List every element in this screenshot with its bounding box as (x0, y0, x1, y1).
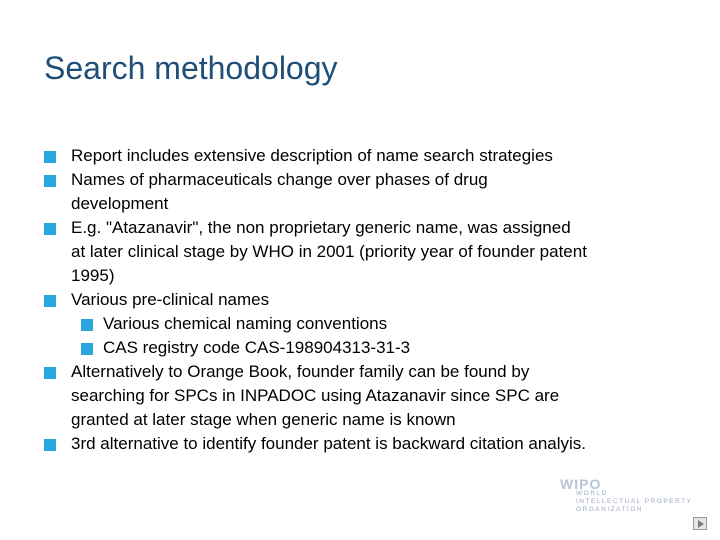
bullet-list (44, 144, 694, 456)
logo-line-ip: INTELLECTUAL PROPERTY (576, 498, 693, 505)
bullet-item (44, 288, 694, 312)
bullet-text-line: Names of pharmaceuticals change over phases of drug (71, 170, 488, 189)
sub-bullet-item (44, 336, 694, 360)
square-bullet-icon (44, 223, 56, 235)
sub-bullet-item (44, 312, 694, 336)
square-bullet-icon (81, 343, 93, 355)
square-bullet-icon (44, 439, 56, 451)
bullet-text-line: Various chemical naming conventions (103, 314, 388, 333)
bullet-text-line: 1995) (71, 266, 115, 285)
logo-line-world: WORLD (576, 490, 608, 497)
square-bullet-icon (44, 295, 56, 307)
bullet-text-line: Report includes extensive description of name search strategies (71, 146, 553, 165)
bullet-item (44, 432, 694, 456)
logo-wordmark: WIPO (560, 476, 602, 492)
wipo-logo (560, 476, 710, 516)
bullet-text-line: 3rd alternative to identify founder patent is backward citation analyis. (71, 434, 587, 453)
bullet-text-line: Various pre-clinical names (71, 290, 270, 309)
logo-line-org: ORGANIZATION (576, 506, 643, 513)
square-bullet-icon (81, 319, 93, 331)
slide-title: Search methodology (44, 50, 338, 86)
bullet-item (44, 144, 694, 168)
bullet-text-line: Alternatively to Orange Book, founder family can be found by (71, 362, 530, 381)
bullet-item (44, 360, 694, 432)
bullet-item (44, 168, 694, 216)
square-bullet-icon (44, 367, 56, 379)
bullet-text-line: development (71, 194, 169, 213)
bullet-text-line: at later clinical stage by WHO in 2001 (priority year of founder patent (71, 242, 587, 261)
square-bullet-icon (44, 151, 56, 163)
square-bullet-icon (44, 175, 56, 187)
bullet-text-line: E.g. "Atazanavir", the non proprietary generic name, was assigned (71, 218, 571, 237)
bullet-text-line: granted at later stage when generic name is known (71, 410, 456, 429)
bullet-text-line: CAS registry code CAS-198904313-31-3 (103, 338, 411, 357)
bullet-text-line: searching for SPCs in INPADOC using Atazanavir since SPC are (71, 386, 560, 405)
bullet-item (44, 216, 694, 288)
play-next-icon[interactable] (693, 517, 707, 530)
